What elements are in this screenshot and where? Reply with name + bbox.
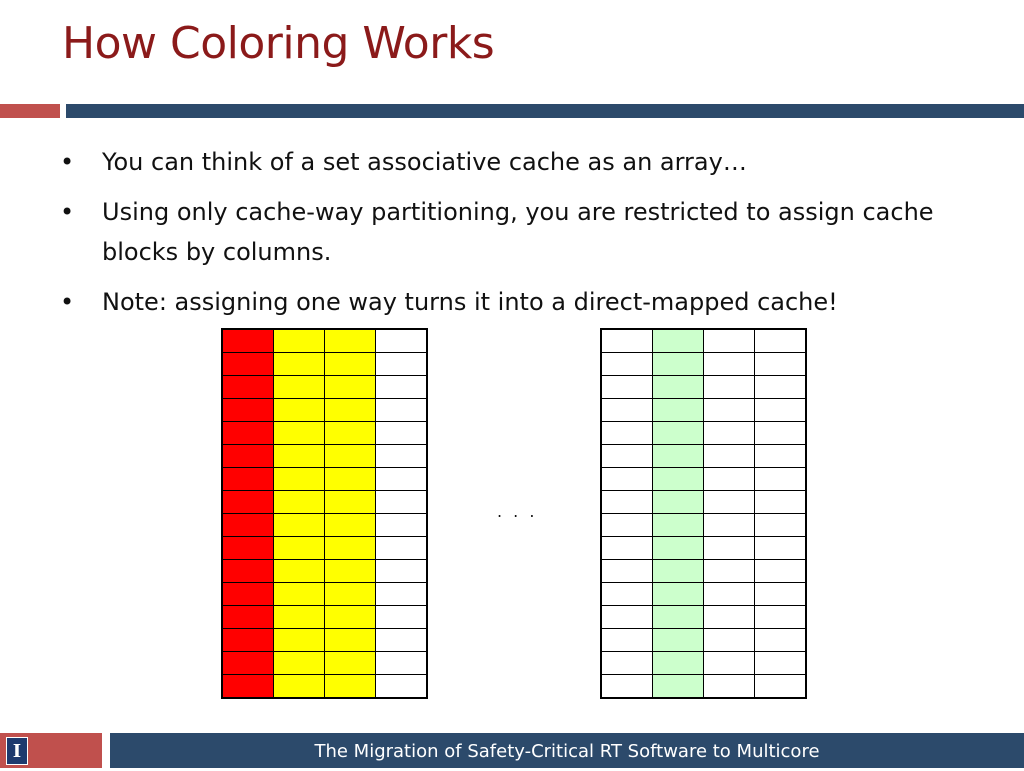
- cache-row: [601, 468, 806, 491]
- cache-block: [601, 445, 653, 468]
- cache-block: [653, 422, 704, 445]
- cache-block: [601, 537, 653, 560]
- cache-row: [222, 468, 427, 491]
- cache-block: [601, 606, 653, 629]
- bullet-icon: •: [60, 148, 75, 176]
- cache-row: [601, 445, 806, 468]
- cache-block: [274, 629, 325, 652]
- cache-row: [222, 422, 427, 445]
- cache-block: [653, 629, 704, 652]
- bullet-icon: •: [60, 198, 75, 226]
- cache-block: [704, 468, 755, 491]
- cache-block: [704, 652, 755, 675]
- cache-block: [325, 445, 376, 468]
- cache-row: [601, 353, 806, 376]
- cache-block: [222, 491, 274, 514]
- cache-block: [376, 583, 428, 606]
- cache-block: [325, 583, 376, 606]
- cache-block: [601, 652, 653, 675]
- cache-block: [653, 652, 704, 675]
- cache-block: [755, 629, 807, 652]
- cache-block: [222, 652, 274, 675]
- cache-block: [704, 376, 755, 399]
- cache-block: [653, 583, 704, 606]
- bullet-text: Note: assigning one way turns it into a direct-mapped cache!: [102, 288, 838, 316]
- cache-row: [222, 491, 427, 514]
- cache-block: [222, 560, 274, 583]
- cache-block: [274, 376, 325, 399]
- cache-block: [325, 399, 376, 422]
- cache-block: [274, 491, 325, 514]
- cache-block: [222, 675, 274, 699]
- cache-block: [601, 629, 653, 652]
- university-logo-icon: I: [6, 737, 28, 765]
- cache-block: [376, 468, 428, 491]
- cache-row: [222, 329, 427, 353]
- cache-block: [325, 422, 376, 445]
- cache-array-way-partitioned: [221, 328, 428, 699]
- cache-row: [222, 445, 427, 468]
- bullet-text: You can think of a set associative cache as an array…: [102, 148, 747, 176]
- cache-block: [325, 376, 376, 399]
- cache-block: [376, 399, 428, 422]
- footer-text: The Migration of Safety-Critical RT Software to Multicore: [314, 741, 820, 762]
- cache-block: [755, 491, 807, 514]
- bullet-item: [60, 142, 1000, 182]
- cache-block: [704, 537, 755, 560]
- cache-block: [376, 560, 428, 583]
- cache-block: [755, 606, 807, 629]
- bullet-list: [60, 142, 1000, 332]
- cache-row: [222, 675, 427, 699]
- cache-row: [222, 353, 427, 376]
- cache-block: [325, 329, 376, 353]
- cache-block: [755, 514, 807, 537]
- cache-block: [704, 675, 755, 699]
- cache-block: [376, 652, 428, 675]
- cache-block: [704, 422, 755, 445]
- title-rule: [66, 104, 1024, 118]
- cache-row: [222, 537, 427, 560]
- cache-block: [274, 537, 325, 560]
- cache-block: [704, 353, 755, 376]
- bullet-item: [60, 282, 1000, 322]
- cache-block: [325, 491, 376, 514]
- cache-row: [222, 583, 427, 606]
- cache-block: [601, 329, 653, 353]
- cache-block: [274, 583, 325, 606]
- cache-block: [222, 399, 274, 422]
- cache-row: [601, 399, 806, 422]
- cache-block: [755, 537, 807, 560]
- ellipsis: . . .: [497, 502, 538, 521]
- title-rule-accent: [0, 104, 60, 118]
- cache-row: [601, 376, 806, 399]
- cache-block: [653, 399, 704, 422]
- cache-block: [274, 468, 325, 491]
- cache-block: [376, 606, 428, 629]
- cache-block: [376, 329, 428, 353]
- cache-block: [653, 606, 704, 629]
- cache-block: [755, 675, 807, 699]
- cache-block: [653, 560, 704, 583]
- cache-block: [601, 560, 653, 583]
- cache-block: [274, 353, 325, 376]
- cache-row: [222, 399, 427, 422]
- cache-block: [704, 606, 755, 629]
- cache-block: [653, 353, 704, 376]
- cache-block: [325, 629, 376, 652]
- cache-block: [376, 537, 428, 560]
- cache-block: [222, 329, 274, 353]
- cache-block: [325, 353, 376, 376]
- cache-block: [222, 353, 274, 376]
- cache-block: [376, 422, 428, 445]
- cache-block: [653, 445, 704, 468]
- cache-block: [653, 468, 704, 491]
- cache-row: [601, 675, 806, 699]
- cache-row: [222, 376, 427, 399]
- cache-block: [274, 606, 325, 629]
- cache-block: [376, 376, 428, 399]
- cache-block: [755, 329, 807, 353]
- cache-block: [274, 652, 325, 675]
- cache-block: [376, 491, 428, 514]
- cache-row: [601, 537, 806, 560]
- bullet-icon: •: [60, 288, 75, 316]
- cache-block: [704, 583, 755, 606]
- cache-block: [755, 376, 807, 399]
- cache-block: [325, 514, 376, 537]
- cache-block: [376, 514, 428, 537]
- cache-block: [222, 376, 274, 399]
- cache-block: [376, 629, 428, 652]
- cache-block: [704, 629, 755, 652]
- cache-block: [704, 445, 755, 468]
- cache-block: [222, 422, 274, 445]
- cache-block: [755, 468, 807, 491]
- cache-block: [704, 399, 755, 422]
- cache-array-direct-mapped: [600, 328, 807, 699]
- bullet-text: Using only cache-way partitioning, you are restricted to assign cache blocks by columns.: [102, 198, 934, 266]
- cache-block: [601, 422, 653, 445]
- cache-block: [325, 537, 376, 560]
- cache-row: [601, 583, 806, 606]
- cache-block: [601, 399, 653, 422]
- cache-row: [601, 422, 806, 445]
- slide-title: How Coloring Works: [62, 18, 495, 69]
- cache-block: [755, 353, 807, 376]
- cache-block: [274, 329, 325, 353]
- bullet-item: [60, 192, 1000, 272]
- cache-row: [222, 560, 427, 583]
- cache-block: [274, 422, 325, 445]
- cache-block: [704, 491, 755, 514]
- cache-block: [755, 583, 807, 606]
- cache-block: [653, 675, 704, 699]
- cache-block: [222, 629, 274, 652]
- cache-block: [274, 560, 325, 583]
- cache-block: [325, 606, 376, 629]
- cache-block: [376, 445, 428, 468]
- cache-block: [601, 376, 653, 399]
- cache-row: [601, 606, 806, 629]
- cache-block: [601, 353, 653, 376]
- cache-row: [222, 652, 427, 675]
- cache-block: [222, 537, 274, 560]
- cache-block: [704, 560, 755, 583]
- cache-block: [653, 537, 704, 560]
- cache-block: [704, 514, 755, 537]
- cache-block: [755, 560, 807, 583]
- cache-block: [755, 422, 807, 445]
- cache-block: [755, 445, 807, 468]
- cache-block: [274, 514, 325, 537]
- cache-block: [601, 675, 653, 699]
- cache-block: [704, 329, 755, 353]
- cache-block: [222, 468, 274, 491]
- cache-block: [376, 675, 428, 699]
- cache-row: [601, 491, 806, 514]
- cache-row: [601, 560, 806, 583]
- cache-block: [222, 583, 274, 606]
- cache-block: [601, 491, 653, 514]
- cache-block: [376, 353, 428, 376]
- cache-block: [755, 652, 807, 675]
- cache-block: [222, 514, 274, 537]
- cache-row: [601, 514, 806, 537]
- cache-block: [274, 399, 325, 422]
- cache-row: [601, 652, 806, 675]
- cache-block: [222, 445, 274, 468]
- cache-block: [274, 675, 325, 699]
- cache-row: [601, 329, 806, 353]
- cache-block: [601, 468, 653, 491]
- cache-block: [325, 468, 376, 491]
- cache-block: [755, 399, 807, 422]
- cache-block: [222, 606, 274, 629]
- cache-block: [274, 445, 325, 468]
- cache-row: [222, 514, 427, 537]
- cache-row: [601, 629, 806, 652]
- cache-block: [601, 514, 653, 537]
- cache-block: [653, 491, 704, 514]
- cache-block: [325, 560, 376, 583]
- cache-block: [653, 514, 704, 537]
- cache-block: [325, 652, 376, 675]
- cache-block: [325, 675, 376, 699]
- cache-row: [222, 629, 427, 652]
- cache-block: [653, 329, 704, 353]
- cache-block: [653, 376, 704, 399]
- cache-row: [222, 606, 427, 629]
- cache-block: [601, 583, 653, 606]
